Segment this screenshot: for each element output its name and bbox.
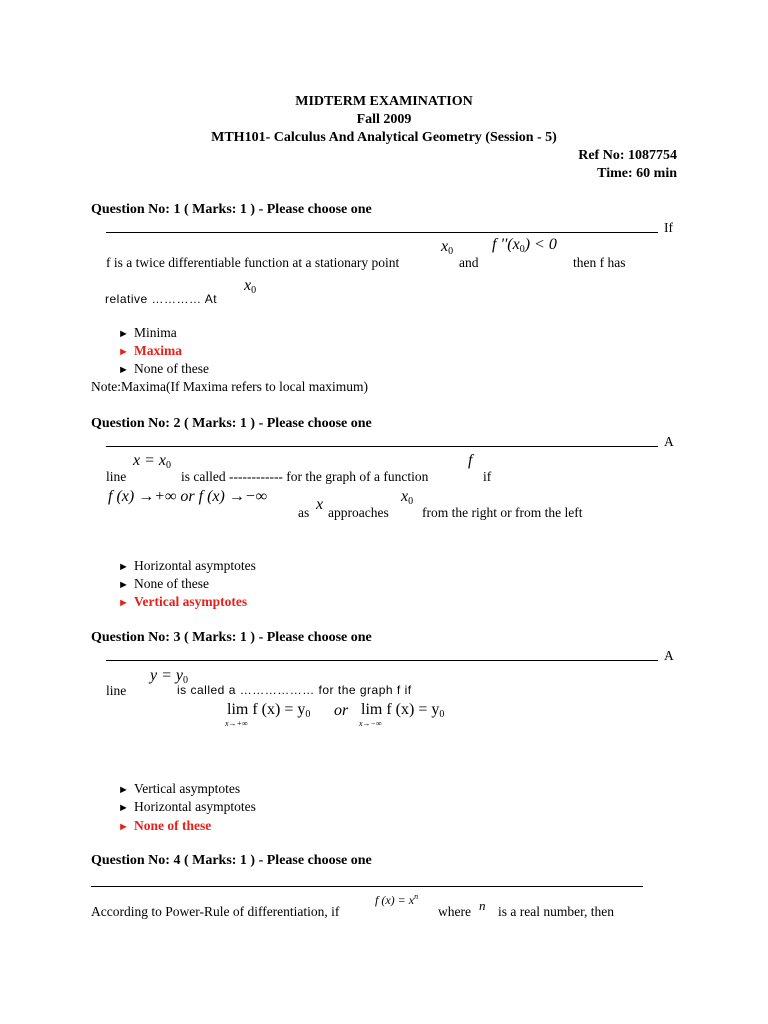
question-3-math-or: or (334, 702, 349, 719)
question-2-option-2[interactable]: ► None of these (118, 576, 209, 591)
question-4-text-real: is a real number, then (498, 904, 615, 919)
question-3-math-lim2-subscript: x→−∞ (359, 719, 382, 728)
question-3-text-called: is called a ……………… for the graph f if (177, 683, 412, 697)
question-4-header: Question No: 4 ( Marks: 1 ) - Please choose one (91, 853, 372, 868)
question-3-option-3-correct[interactable]: ► None of these (118, 818, 212, 833)
question-1-math-x0-b: $x_0$ (244, 277, 257, 296)
option-marker-icon: ► (118, 597, 129, 609)
question-3-option-2[interactable]: ► Horizontal asymptotes (118, 799, 256, 814)
exam-title: MIDTERM EXAMINATION (295, 94, 473, 109)
question-1-text: f is a twice differentiable function at a stationary point (106, 255, 400, 270)
question-3-text-line: line (106, 683, 127, 698)
question-1-option-1[interactable]: ► Minima (118, 325, 177, 340)
option-marker-icon: ► (118, 328, 129, 340)
question-2-math-f: f (468, 452, 473, 469)
question-2-text-approaches: approaches (328, 505, 389, 520)
question-3-lead-word: A (664, 648, 674, 663)
question-1-lead-word: If (664, 220, 673, 235)
question-4-math-fx: f $(x) = x^n$ (375, 892, 419, 907)
question-2-math-line: $x = x_0$ (133, 452, 171, 471)
option-marker-icon: ► (118, 364, 129, 376)
option-marker-icon: ► (118, 561, 129, 573)
question-2-math-limit: f (x) →+∞ or f (x) →−∞ (108, 488, 268, 505)
question-1-header: Question No: 1 ( Marks: 1 ) - Please choose one (91, 202, 372, 217)
question-2-option-3-correct[interactable]: ► Vertical asymptotes (118, 594, 248, 609)
question-1-math-condition: f ''$(x_0) < 0$ (492, 236, 557, 255)
option-marker-icon: ► (118, 784, 129, 796)
question-2-text-called: is called ------------ for the graph of a function (181, 469, 429, 484)
question-3-math-lim1: lim f $(x) = y_0$ (227, 701, 311, 720)
question-1-text-relative: relative ………… At (105, 292, 218, 306)
question-2-option-1[interactable]: ► Horizontal asymptotes (118, 558, 256, 573)
question-2-math-x0: $x_0$ (401, 488, 414, 507)
option-marker-icon: ► (118, 821, 129, 833)
question-2-lead-word: A (664, 434, 674, 449)
time-limit: Time: 60 min (597, 166, 677, 181)
question-2-rule (106, 446, 658, 447)
question-3-math-lim2: lim f $(x) = y_0$ (361, 701, 445, 720)
question-2-header: Question No: 2 ( Marks: 1 ) - Please choose one (91, 416, 372, 431)
question-4-math-n: n (479, 898, 486, 913)
question-3-header: Question No: 3 ( Marks: 1 ) - Please choose one (91, 630, 372, 645)
question-1-option-3[interactable]: ► None of these (118, 361, 209, 376)
ref-number: Ref No: 1087754 (578, 148, 677, 163)
question-2-math-x: x (316, 496, 324, 513)
option-marker-icon: ► (118, 346, 129, 358)
question-1-note: Note:Maxima(If Maxima refers to local maximum) (91, 379, 369, 394)
question-4-text: According to Power-Rule of differentiation, if (91, 904, 340, 919)
exam-term: Fall 2009 (356, 112, 412, 127)
question-1-text-then: then f has (573, 255, 626, 270)
question-1-rule (106, 232, 658, 233)
question-3-option-1[interactable]: ► Vertical asymptotes (118, 781, 241, 796)
question-3-math-lim1-subscript: x→+∞ (225, 719, 248, 728)
question-3-rule (106, 660, 658, 661)
option-marker-icon: ► (118, 802, 129, 814)
question-2-text-if: if (483, 469, 492, 484)
question-1-option-2-correct[interactable]: ► Maxima (118, 343, 182, 358)
question-2-text-as: as (298, 505, 310, 520)
course-title: MTH101- Calculus And Analytical Geometry (Session - 5) (211, 130, 557, 145)
question-3-math-line: $y = y_0$ (150, 667, 188, 686)
question-4-rule (91, 886, 643, 887)
question-1-text-and: and (459, 255, 479, 270)
question-1-math-x0: $x_0$ (441, 238, 454, 257)
question-2-text-line: line (106, 469, 127, 484)
option-marker-icon: ► (118, 579, 129, 591)
question-4-text-where: where (438, 904, 471, 919)
question-2-text-from: from the right or from the left (422, 505, 583, 520)
